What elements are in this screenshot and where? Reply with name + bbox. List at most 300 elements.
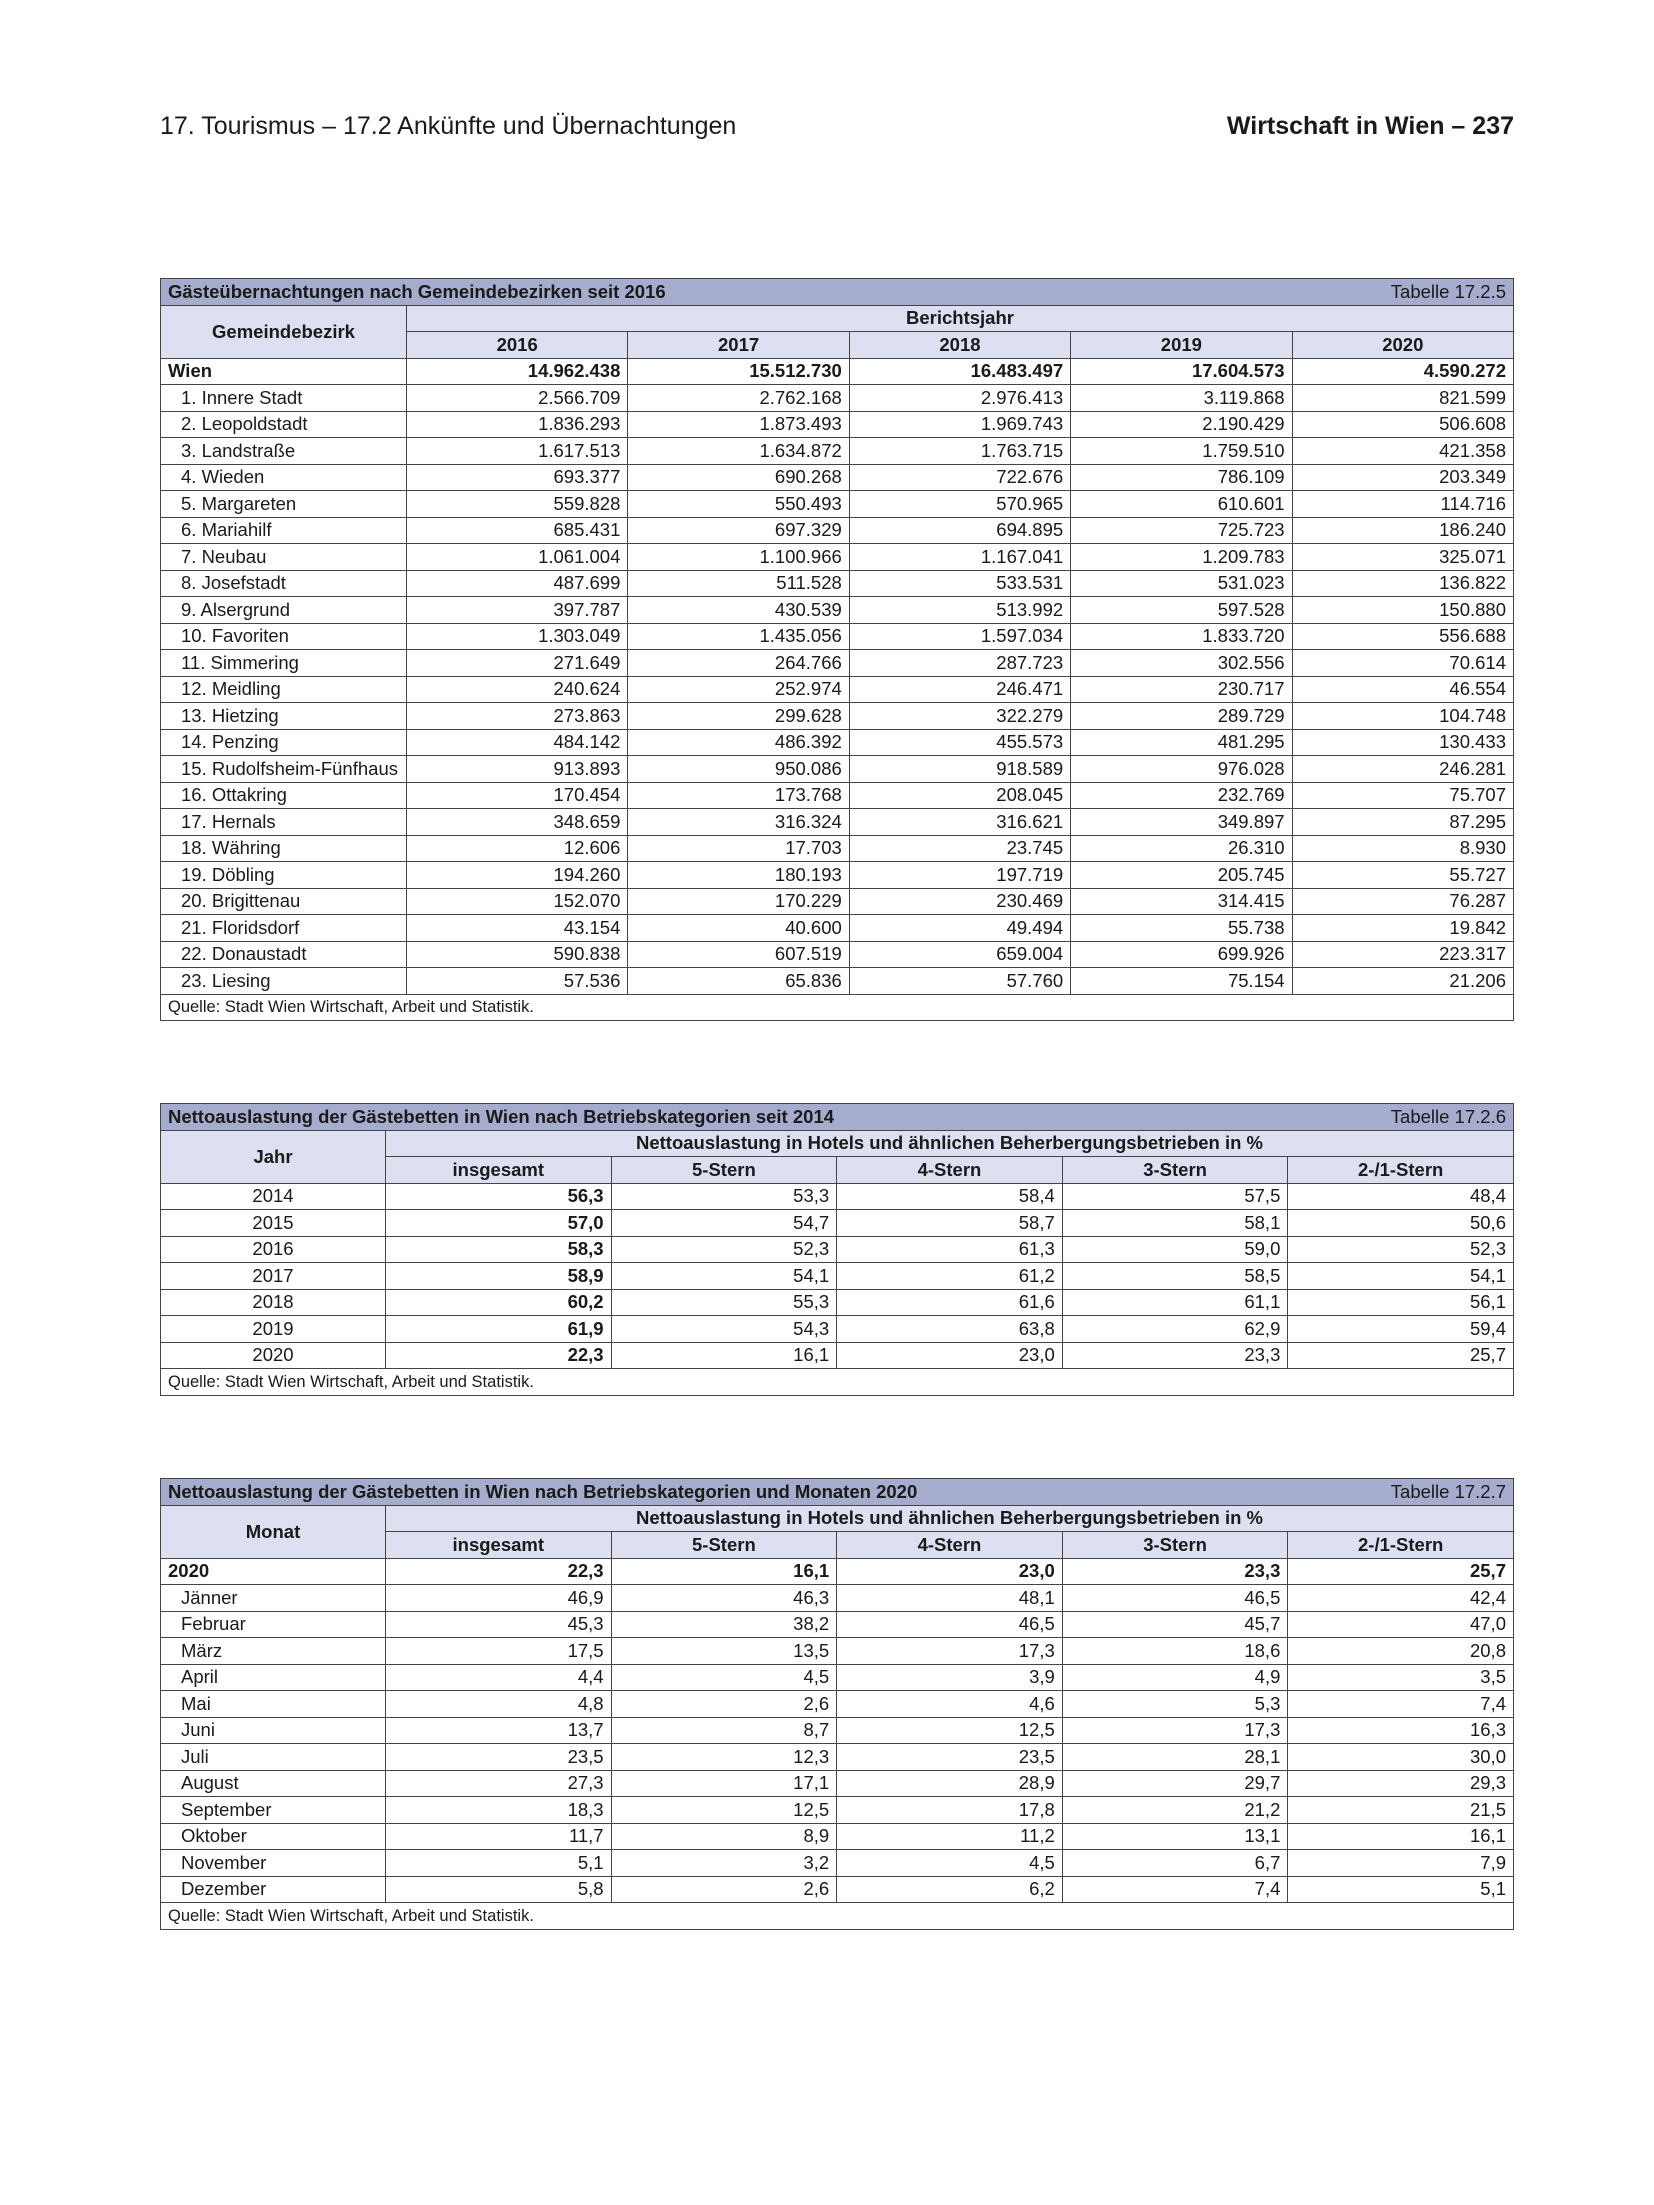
table-row bbox=[161, 1558, 1514, 1585]
table-cell: 13,7 bbox=[386, 1717, 612, 1744]
row-label: Februar bbox=[161, 1611, 386, 1638]
table-cell: 55,3 bbox=[611, 1289, 837, 1316]
table-cell: 246.471 bbox=[849, 676, 1070, 703]
table-source: Quelle: Stadt Wien Wirtschaft, Arbeit und Statistik. bbox=[161, 1369, 1514, 1396]
table-cell: 48,1 bbox=[837, 1585, 1063, 1612]
table-cell: 1.634.872 bbox=[628, 438, 849, 465]
table-cell: 19.842 bbox=[1292, 915, 1513, 942]
column-header-year: Jahr bbox=[161, 1130, 386, 1183]
row-label: 2019 bbox=[161, 1316, 386, 1343]
table-cell: 46,9 bbox=[386, 1585, 612, 1612]
table-cell: 58,9 bbox=[386, 1263, 612, 1290]
table-row bbox=[161, 1744, 1514, 1771]
table-cell: 240.624 bbox=[407, 676, 628, 703]
table-cell: 63,8 bbox=[837, 1316, 1063, 1343]
table-cell: 11,2 bbox=[837, 1823, 1063, 1850]
table-cell: 59,0 bbox=[1062, 1236, 1288, 1263]
row-label: September bbox=[161, 1797, 386, 1824]
table-source: Quelle: Stadt Wien Wirtschaft, Arbeit und Statistik. bbox=[161, 1903, 1514, 1930]
table-cell: 58,7 bbox=[837, 1210, 1063, 1237]
row-label: Dezember bbox=[161, 1876, 386, 1903]
row-label: 9. Alsergrund bbox=[161, 597, 407, 624]
table-cell: 1.597.034 bbox=[849, 623, 1070, 650]
row-label: 11. Simmering bbox=[161, 650, 407, 677]
table-cell: 397.787 bbox=[407, 597, 628, 624]
row-label: 14. Penzing bbox=[161, 729, 407, 756]
table-row bbox=[161, 703, 1514, 730]
table-row bbox=[161, 1183, 1514, 1210]
table-cell: 17,1 bbox=[611, 1770, 837, 1797]
table-cell: 25,7 bbox=[1288, 1342, 1514, 1369]
table-cell: 4,5 bbox=[837, 1850, 1063, 1877]
table-row bbox=[161, 676, 1514, 703]
table-row bbox=[161, 1823, 1514, 1850]
table-cell: 2.976.413 bbox=[849, 385, 1070, 412]
table-cell: 194.260 bbox=[407, 862, 628, 889]
column-header-category: 5-Stern bbox=[611, 1532, 837, 1559]
table-cell: 1.763.715 bbox=[849, 438, 1070, 465]
table-cell: 61,2 bbox=[837, 1263, 1063, 1290]
table-cell: 46,3 bbox=[611, 1585, 837, 1612]
row-label: 2. Leopoldstadt bbox=[161, 411, 407, 438]
table-cell: 3.119.868 bbox=[1071, 385, 1292, 412]
table-cell: 513.992 bbox=[849, 597, 1070, 624]
table-cell: 4,6 bbox=[837, 1691, 1063, 1718]
table-cell: 5,8 bbox=[386, 1876, 612, 1903]
table-cell: 4,8 bbox=[386, 1691, 612, 1718]
row-label: 5. Margareten bbox=[161, 491, 407, 518]
table-cell: 70.614 bbox=[1292, 650, 1513, 677]
table-cell: 6,7 bbox=[1062, 1850, 1288, 1877]
table-number: Tabelle 17.2.7 bbox=[1390, 1480, 1506, 1502]
column-header-category: 5-Stern bbox=[611, 1157, 837, 1184]
section-title: 17. Tourismus – 17.2 Ankünfte und Übernachtungen bbox=[160, 112, 737, 140]
table-cell: 232.769 bbox=[1071, 782, 1292, 809]
table-cell: 659.004 bbox=[849, 941, 1070, 968]
table-cell: 46,5 bbox=[837, 1611, 1063, 1638]
row-label: 10. Favoriten bbox=[161, 623, 407, 650]
table-cell: 61,3 bbox=[837, 1236, 1063, 1263]
table-row bbox=[161, 544, 1514, 571]
table-cell: 3,5 bbox=[1288, 1664, 1514, 1691]
row-label: Jänner bbox=[161, 1585, 386, 1612]
table-row bbox=[161, 1638, 1514, 1665]
table-cell: 1.836.293 bbox=[407, 411, 628, 438]
table-cell: 299.628 bbox=[628, 703, 849, 730]
table-cell: 430.539 bbox=[628, 597, 849, 624]
table-cell: 1.303.049 bbox=[407, 623, 628, 650]
table-cell: 130.433 bbox=[1292, 729, 1513, 756]
table-cell: 1.617.513 bbox=[407, 438, 628, 465]
table-row bbox=[161, 1210, 1514, 1237]
table-cell: 87.295 bbox=[1292, 809, 1513, 836]
table-row bbox=[161, 862, 1514, 889]
table-cell: 16,1 bbox=[611, 1558, 837, 1585]
row-label: 23. Liesing bbox=[161, 968, 407, 995]
table-row bbox=[161, 385, 1514, 412]
table-row bbox=[161, 517, 1514, 544]
table-cell: 3,2 bbox=[611, 1850, 837, 1877]
table-cell: 28,9 bbox=[837, 1770, 1063, 1797]
table-cell: 38,2 bbox=[611, 1611, 837, 1638]
table-cell: 173.768 bbox=[628, 782, 849, 809]
table-cell: 12.606 bbox=[407, 835, 628, 862]
table-cell: 14.962.438 bbox=[407, 358, 628, 385]
table-cell: 1.209.783 bbox=[1071, 544, 1292, 571]
column-header-year: 2017 bbox=[628, 332, 849, 359]
row-label: 6. Mariahilf bbox=[161, 517, 407, 544]
column-header-year: 2018 bbox=[849, 332, 1070, 359]
table-17-2-6 bbox=[160, 1103, 1514, 1396]
table-cell: 1.100.966 bbox=[628, 544, 849, 571]
table-cell: 23,5 bbox=[837, 1744, 1063, 1771]
row-label: August bbox=[161, 1770, 386, 1797]
table-cell: 58,1 bbox=[1062, 1210, 1288, 1237]
row-label: 12. Meidling bbox=[161, 676, 407, 703]
table-cell: 7,4 bbox=[1062, 1876, 1288, 1903]
table-cell: 697.329 bbox=[628, 517, 849, 544]
table-cell: 52,3 bbox=[1288, 1236, 1514, 1263]
table-cell: 205.745 bbox=[1071, 862, 1292, 889]
row-label: Juli bbox=[161, 1744, 386, 1771]
table-row bbox=[161, 1585, 1514, 1612]
table-cell: 114.716 bbox=[1292, 491, 1513, 518]
table-cell: 48,4 bbox=[1288, 1183, 1514, 1210]
table-cell: 7,4 bbox=[1288, 1691, 1514, 1718]
table-row bbox=[161, 438, 1514, 465]
table-cell: 170.229 bbox=[628, 888, 849, 915]
table-row bbox=[161, 491, 1514, 518]
table-row bbox=[161, 756, 1514, 783]
table-cell: 5,1 bbox=[1288, 1876, 1514, 1903]
page-header bbox=[160, 112, 1514, 152]
table-cell: 570.965 bbox=[849, 491, 1070, 518]
table-cell: 273.863 bbox=[407, 703, 628, 730]
table-cell: 49.494 bbox=[849, 915, 1070, 942]
table-cell: 487.699 bbox=[407, 570, 628, 597]
table-cell: 289.729 bbox=[1071, 703, 1292, 730]
table-cell: 13,5 bbox=[611, 1638, 837, 1665]
table-cell: 2.190.429 bbox=[1071, 411, 1292, 438]
table-cell: 17,3 bbox=[1062, 1717, 1288, 1744]
table-cell: 322.279 bbox=[849, 703, 1070, 730]
table-cell: 597.528 bbox=[1071, 597, 1292, 624]
table-cell: 12,5 bbox=[837, 1717, 1063, 1744]
row-label: Oktober bbox=[161, 1823, 386, 1850]
table-cell: 45,3 bbox=[386, 1611, 612, 1638]
table-cell: 4,9 bbox=[1062, 1664, 1288, 1691]
table-row bbox=[161, 464, 1514, 491]
table-cell: 150.880 bbox=[1292, 597, 1513, 624]
table-row bbox=[161, 1316, 1514, 1343]
table-row bbox=[161, 915, 1514, 942]
table-cell: 1.435.056 bbox=[628, 623, 849, 650]
table-cell: 53,3 bbox=[611, 1183, 837, 1210]
table-cell: 325.071 bbox=[1292, 544, 1513, 571]
table-cell: 23.745 bbox=[849, 835, 1070, 862]
table-cell: 230.469 bbox=[849, 888, 1070, 915]
row-label: 22. Donaustadt bbox=[161, 941, 407, 968]
table-title-bar bbox=[161, 279, 1514, 306]
table-row bbox=[161, 1236, 1514, 1263]
row-label: März bbox=[161, 1638, 386, 1665]
table-cell: 16.483.497 bbox=[849, 358, 1070, 385]
table-17-2-5 bbox=[160, 278, 1514, 1021]
table-cell: 252.974 bbox=[628, 676, 849, 703]
row-label: Juni bbox=[161, 1717, 386, 1744]
table-cell: 170.454 bbox=[407, 782, 628, 809]
table-row bbox=[161, 570, 1514, 597]
table-row bbox=[161, 1263, 1514, 1290]
table-cell: 4,5 bbox=[611, 1664, 837, 1691]
table-row bbox=[161, 1342, 1514, 1369]
table-row bbox=[161, 358, 1514, 385]
row-label: 19. Döbling bbox=[161, 862, 407, 889]
row-label: 2018 bbox=[161, 1289, 386, 1316]
table-17-2-7 bbox=[160, 1478, 1514, 1930]
table-cell: 287.723 bbox=[849, 650, 1070, 677]
table-cell: 246.281 bbox=[1292, 756, 1513, 783]
table-cell: 12,3 bbox=[611, 1744, 837, 1771]
table-row bbox=[161, 597, 1514, 624]
table-cell: 690.268 bbox=[628, 464, 849, 491]
table-cell: 54,7 bbox=[611, 1210, 837, 1237]
table-cell: 725.723 bbox=[1071, 517, 1292, 544]
table-cell: 316.621 bbox=[849, 809, 1070, 836]
table-cell: 55.727 bbox=[1292, 862, 1513, 889]
table-cell: 18,6 bbox=[1062, 1638, 1288, 1665]
table-row bbox=[161, 1850, 1514, 1877]
table-cell: 302.556 bbox=[1071, 650, 1292, 677]
table-cell: 15.512.730 bbox=[628, 358, 849, 385]
table-cell: 42,4 bbox=[1288, 1585, 1514, 1612]
column-header-district: Gemeindebezirk bbox=[161, 305, 407, 358]
table-cell: 17,8 bbox=[837, 1797, 1063, 1824]
table-cell: 136.822 bbox=[1292, 570, 1513, 597]
column-group-header: Berichtsjahr bbox=[407, 305, 1514, 332]
table-cell: 59,4 bbox=[1288, 1316, 1514, 1343]
row-label: 4. Wieden bbox=[161, 464, 407, 491]
table-title-bar bbox=[161, 1479, 1514, 1506]
table-cell: 16,1 bbox=[611, 1342, 837, 1369]
table-cell: 506.608 bbox=[1292, 411, 1513, 438]
row-label: 2020 bbox=[161, 1342, 386, 1369]
table-cell: 8.930 bbox=[1292, 835, 1513, 862]
table-cell: 230.717 bbox=[1071, 676, 1292, 703]
table-cell: 25,7 bbox=[1288, 1558, 1514, 1585]
column-header-year: 2019 bbox=[1071, 332, 1292, 359]
table-cell: 57.536 bbox=[407, 968, 628, 995]
table-cell: 104.748 bbox=[1292, 703, 1513, 730]
table-cell: 21.206 bbox=[1292, 968, 1513, 995]
row-label: 2017 bbox=[161, 1263, 386, 1290]
table-cell: 821.599 bbox=[1292, 385, 1513, 412]
table-cell: 22,3 bbox=[386, 1342, 612, 1369]
column-header-category: 3-Stern bbox=[1062, 1532, 1288, 1559]
column-group-header: Nettoauslastung in Hotels und ähnlichen Beherbergungsbetrieben in % bbox=[386, 1505, 1514, 1532]
table-cell: 46,5 bbox=[1062, 1585, 1288, 1612]
table-cell: 16,1 bbox=[1288, 1823, 1514, 1850]
table-cell: 271.649 bbox=[407, 650, 628, 677]
table-number: Tabelle 17.2.6 bbox=[1390, 1105, 1506, 1127]
table-cell: 57.760 bbox=[849, 968, 1070, 995]
row-label: Wien bbox=[161, 358, 407, 385]
table-row bbox=[161, 782, 1514, 809]
table-cell: 17.604.573 bbox=[1071, 358, 1292, 385]
table-cell: 6,2 bbox=[837, 1876, 1063, 1903]
table-cell: 54,1 bbox=[611, 1263, 837, 1290]
table-cell: 203.349 bbox=[1292, 464, 1513, 491]
table-cell: 2.566.709 bbox=[407, 385, 628, 412]
table-cell: 17,5 bbox=[386, 1638, 612, 1665]
table-cell: 5,1 bbox=[386, 1850, 612, 1877]
table-cell: 60,2 bbox=[386, 1289, 612, 1316]
column-header-year: 2016 bbox=[407, 332, 628, 359]
table-row bbox=[161, 968, 1514, 995]
table-title-bar bbox=[161, 1104, 1514, 1131]
table-cell: 46.554 bbox=[1292, 676, 1513, 703]
column-header-category: 4-Stern bbox=[837, 1157, 1063, 1184]
table-cell: 152.070 bbox=[407, 888, 628, 915]
table-cell: 54,3 bbox=[611, 1316, 837, 1343]
table-cell: 1.873.493 bbox=[628, 411, 849, 438]
table-cell: 29,3 bbox=[1288, 1770, 1514, 1797]
table-cell: 223.317 bbox=[1292, 941, 1513, 968]
table-cell: 197.719 bbox=[849, 862, 1070, 889]
table-row bbox=[161, 941, 1514, 968]
table-cell: 54,1 bbox=[1288, 1263, 1514, 1290]
table-cell: 918.589 bbox=[849, 756, 1070, 783]
table-row bbox=[161, 1611, 1514, 1638]
table-cell: 559.828 bbox=[407, 491, 628, 518]
row-label: 3. Landstraße bbox=[161, 438, 407, 465]
table-cell: 22,3 bbox=[386, 1558, 612, 1585]
table-cell: 7,9 bbox=[1288, 1850, 1514, 1877]
table-cell: 5,3 bbox=[1062, 1691, 1288, 1718]
table-number: Tabelle 17.2.5 bbox=[1390, 280, 1506, 302]
column-header-category: insgesamt bbox=[386, 1157, 612, 1184]
table-row bbox=[161, 1691, 1514, 1718]
table-cell: 76.287 bbox=[1292, 888, 1513, 915]
table-cell: 61,6 bbox=[837, 1289, 1063, 1316]
table-cell: 40.600 bbox=[628, 915, 849, 942]
table-row bbox=[161, 835, 1514, 862]
table-cell: 4,4 bbox=[386, 1664, 612, 1691]
table-cell: 50,6 bbox=[1288, 1210, 1514, 1237]
table-cell: 58,3 bbox=[386, 1236, 612, 1263]
table-cell: 28,1 bbox=[1062, 1744, 1288, 1771]
table-cell: 722.676 bbox=[849, 464, 1070, 491]
table-cell: 349.897 bbox=[1071, 809, 1292, 836]
table-cell: 27,3 bbox=[386, 1770, 612, 1797]
table-cell: 55.738 bbox=[1071, 915, 1292, 942]
row-label: 17. Hernals bbox=[161, 809, 407, 836]
table-cell: 685.431 bbox=[407, 517, 628, 544]
table-cell: 2.762.168 bbox=[628, 385, 849, 412]
table-title: Gästeübernachtungen nach Gemeindebezirken seit 2016 bbox=[168, 280, 666, 302]
table-cell: 75.154 bbox=[1071, 968, 1292, 995]
row-label: Mai bbox=[161, 1691, 386, 1718]
table-cell: 56,3 bbox=[386, 1183, 612, 1210]
table-cell: 976.028 bbox=[1071, 756, 1292, 783]
table-cell: 21,2 bbox=[1062, 1797, 1288, 1824]
table-row bbox=[161, 623, 1514, 650]
table-row bbox=[161, 809, 1514, 836]
table-title: Nettoauslastung der Gästebetten in Wien nach Betriebskategorien seit 2014 bbox=[168, 1105, 835, 1127]
table-cell: 610.601 bbox=[1071, 491, 1292, 518]
table-cell: 180.193 bbox=[628, 862, 849, 889]
table-row bbox=[161, 650, 1514, 677]
row-label: 1. Innere Stadt bbox=[161, 385, 407, 412]
table-source: Quelle: Stadt Wien Wirtschaft, Arbeit und Statistik. bbox=[161, 994, 1514, 1021]
table-cell: 511.528 bbox=[628, 570, 849, 597]
table-cell: 590.838 bbox=[407, 941, 628, 968]
column-header-month: Monat bbox=[161, 1505, 386, 1558]
page-number: Wirtschaft in Wien – 237 bbox=[1226, 112, 1514, 140]
table-title: Nettoauslastung der Gästebetten in Wien nach Betriebskategorien und Monaten 2020 bbox=[168, 1480, 918, 1502]
table-cell: 26.310 bbox=[1071, 835, 1292, 862]
table-cell: 57,5 bbox=[1062, 1183, 1288, 1210]
table-cell: 43.154 bbox=[407, 915, 628, 942]
table-cell: 455.573 bbox=[849, 729, 1070, 756]
table-cell: 17.703 bbox=[628, 835, 849, 862]
table-cell: 1.969.743 bbox=[849, 411, 1070, 438]
table-cell: 18,3 bbox=[386, 1797, 612, 1824]
table-cell: 16,3 bbox=[1288, 1717, 1514, 1744]
table-cell: 23,0 bbox=[837, 1558, 1063, 1585]
table-cell: 47,0 bbox=[1288, 1611, 1514, 1638]
table-cell: 484.142 bbox=[407, 729, 628, 756]
table-cell: 4.590.272 bbox=[1292, 358, 1513, 385]
row-label: 18. Währing bbox=[161, 835, 407, 862]
row-label: 7. Neubau bbox=[161, 544, 407, 571]
table-cell: 61,9 bbox=[386, 1316, 612, 1343]
table-cell: 30,0 bbox=[1288, 1744, 1514, 1771]
table-cell: 65.836 bbox=[628, 968, 849, 995]
table-cell: 20,8 bbox=[1288, 1638, 1514, 1665]
table-cell: 2,6 bbox=[611, 1876, 837, 1903]
table-cell: 58,5 bbox=[1062, 1263, 1288, 1290]
table-row bbox=[161, 1664, 1514, 1691]
table-cell: 186.240 bbox=[1292, 517, 1513, 544]
row-label: November bbox=[161, 1850, 386, 1877]
column-header-category: 3-Stern bbox=[1062, 1157, 1288, 1184]
row-label: 8. Josefstadt bbox=[161, 570, 407, 597]
table-cell: 62,9 bbox=[1062, 1316, 1288, 1343]
table-row bbox=[161, 411, 1514, 438]
table-cell: 1.759.510 bbox=[1071, 438, 1292, 465]
table-row bbox=[161, 1717, 1514, 1744]
table-cell: 23,5 bbox=[386, 1744, 612, 1771]
table-cell: 17,3 bbox=[837, 1638, 1063, 1665]
table-cell: 1.833.720 bbox=[1071, 623, 1292, 650]
table-cell: 556.688 bbox=[1292, 623, 1513, 650]
table-row bbox=[161, 888, 1514, 915]
table-cell: 23,3 bbox=[1062, 1558, 1288, 1585]
table-cell: 486.392 bbox=[628, 729, 849, 756]
table-row bbox=[161, 1797, 1514, 1824]
table-cell: 694.895 bbox=[849, 517, 1070, 544]
column-header-category: insgesamt bbox=[386, 1532, 612, 1559]
table-cell: 421.358 bbox=[1292, 438, 1513, 465]
table-cell: 348.659 bbox=[407, 809, 628, 836]
row-label: 2016 bbox=[161, 1236, 386, 1263]
table-cell: 913.893 bbox=[407, 756, 628, 783]
table-cell: 1.167.041 bbox=[849, 544, 1070, 571]
row-label: 2020 bbox=[161, 1558, 386, 1585]
row-label: 2015 bbox=[161, 1210, 386, 1237]
table-cell: 550.493 bbox=[628, 491, 849, 518]
